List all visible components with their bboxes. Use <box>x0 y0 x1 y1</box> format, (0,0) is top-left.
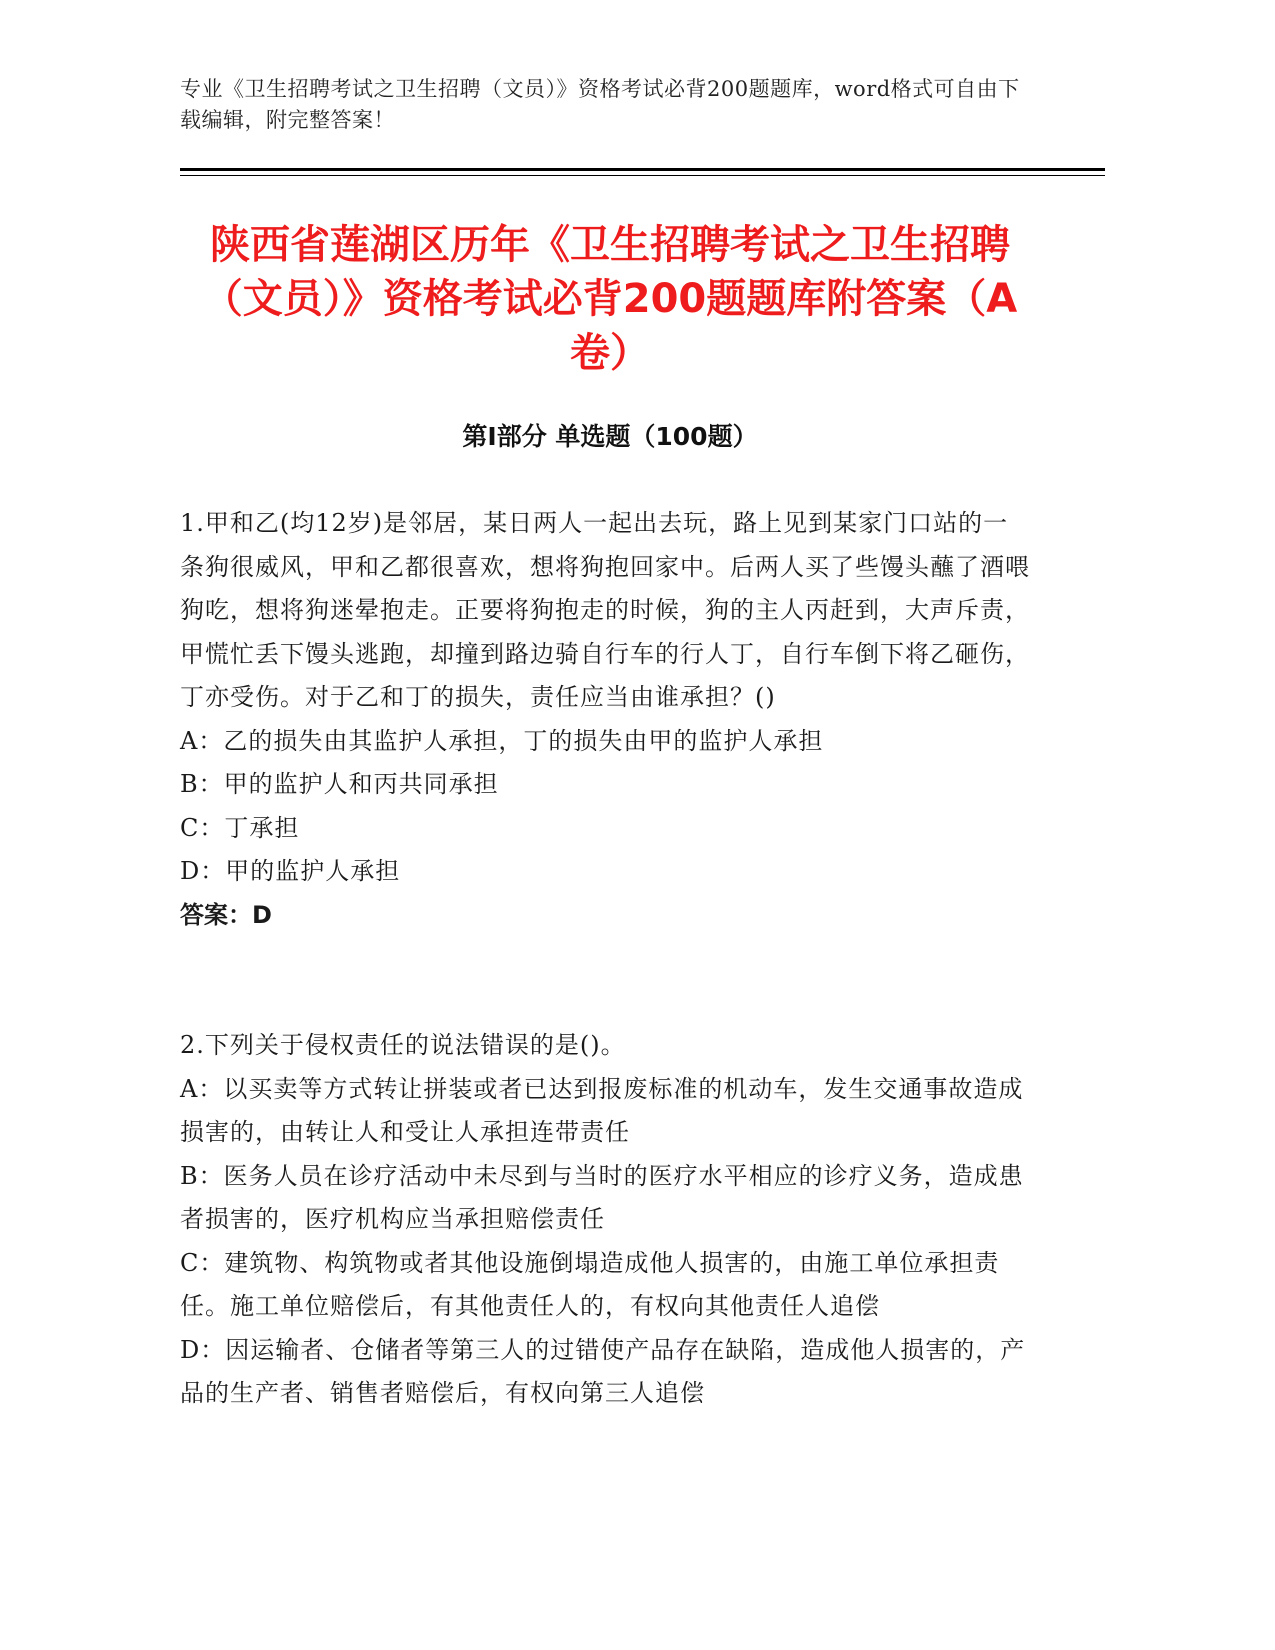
option-a: A：乙的损失由其监护人承担，丁的损失由甲的监护人承担 <box>180 726 824 755</box>
option-b: B：医务人员在诊疗活动中未尽到与当时的医疗水平相应的诊疗义务，造成患者损害的，医疗机构应当承担赔偿责任 <box>180 1161 1024 1233</box>
question-1 <box>180 502 1030 937</box>
header-note: 专业《卫生招聘考试之卫生招聘（文员）》资格考试必背200题题库，word格式可自由下载编辑，附完整答案！ <box>180 77 1020 132</box>
option-c: C：建筑物、构筑物或者其他设施倒塌造成他人损害的，由施工单位承担责任。施工单位赔偿后，有其他责任人的，有权向其他责任人追偿 <box>180 1248 1000 1320</box>
header-rule-thick <box>180 168 1105 171</box>
document-title: 陕西省莲湖区历年《卫生招聘考试之卫生招聘（文员）》资格考试必背200题题库附答案（A卷） <box>202 222 1018 376</box>
answer: 答案：D <box>180 900 272 929</box>
option-d: D：甲的监护人承担 <box>180 857 401 885</box>
header-rule-thin <box>180 175 1105 176</box>
option-a: A：以买卖等方式转让拼装或者已达到报废标准的机动车，发生交通事故造成损害的，由转让人和受让人承担连带责任 <box>180 1074 1024 1146</box>
option-d: D：因运输者、仓储者等第三人的过错使产品存在缺陷，造成他人损害的，产品的生产者、销售者赔偿后，有权向第三人追偿 <box>180 1335 1026 1407</box>
question-stem: 1.甲和乙(均12岁)是邻居，某日两人一起出去玩，路上见到某家门口站的一条狗很威风，甲和乙都很喜欢，想将狗抱回家中。后两人买了些馒头蘸了酒喂狗吃，想将狗迷晕抱走。正要将狗抱走的时候，狗的主人丙赶到，大声斥责，甲慌忙丢下馒头逃跑，却撞到路边骑自行车的行人丁，自行车倒下将乙砸伤，丁亦受伤。对于乙和丁的损失，责任应当由谁承担？() <box>180 509 1030 711</box>
option-b: B：甲的监护人和丙共同承担 <box>180 770 499 798</box>
option-c: C：丁承担 <box>180 813 300 842</box>
question-2 <box>180 1024 1030 1416</box>
question-stem: 2.下列关于侵权责任的说法错误的是()。 <box>180 1031 626 1059</box>
section-title: 第Ⅰ部分 单选题（100题） <box>462 422 758 451</box>
